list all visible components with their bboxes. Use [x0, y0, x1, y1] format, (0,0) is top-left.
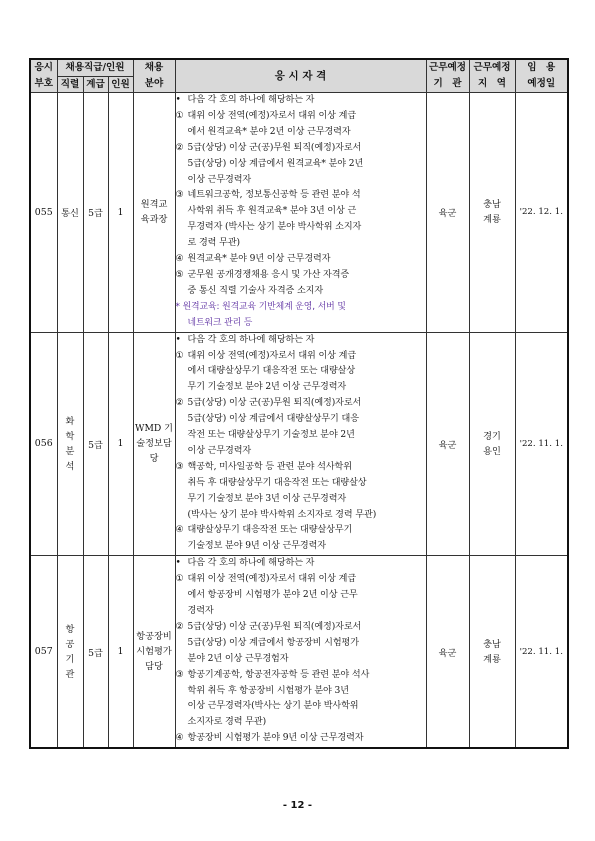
qualification-line: 이상 근무경력자 [187, 174, 252, 185]
qualification-line: ② 5급(상당) 이상 군(공)무원 퇴직(예정)자로서 [175, 621, 362, 632]
qualification-line: (박사는 상기 분야 박사학위 소지자로 경력 무관) [187, 509, 377, 520]
qualification-line: 5급(상당) 이상 계급에서 대량살상무기 대응 [187, 414, 359, 425]
row-date: '22. 11. 1. [515, 332, 568, 556]
row-qualification [175, 93, 426, 333]
row-org: 육군 [426, 93, 469, 333]
qualification-line: ④ 대량살상무기 대응작전 또는 대량살상무기 [175, 525, 353, 536]
qualification-line: 이상 근무경력자(박사는 상기 분야 박사학위 [187, 701, 359, 712]
table-row [30, 93, 568, 333]
row-series: 항공기관 [57, 556, 83, 748]
qualification-line: ① 대위 이상 전역(예정)자로서 대위 이상 계급 [175, 350, 357, 361]
qualification-line: ② 5급(상당) 이상 군(공)무원 퇴직(예정)자로서 [175, 142, 362, 153]
qualification-line: • 다음 각 호의 하나에 해당하는 자 [175, 95, 315, 105]
qualification-line: ① 대위 이상 전역(예정)자로서 대위 이상 계급 [175, 574, 357, 585]
qualification-line: ② 5급(상당) 이상 군(공)무원 퇴직(예정)자로서 [175, 398, 362, 409]
qualification-line: 사학위 취득 후 원격교육* 분야 3년 이상 근 [187, 206, 357, 217]
qualification-line: 이상 근무경력자 [187, 445, 252, 456]
row-count: 1 [108, 556, 133, 748]
header-row-1 [30, 59, 568, 76]
qualification-line: ③ 핵공학, 미사일공학 등 관련 분야 석사학위 [175, 461, 352, 472]
table-row [30, 332, 568, 556]
row-code: 057 [30, 556, 57, 748]
header-org: 근무예정 기 관 [426, 59, 469, 93]
qualification-line: ③ 네트워크공학, 정보통신공학 등 관련 분야 석 [175, 190, 361, 201]
row-region: 충남계룡 [469, 556, 515, 748]
header-field: 채용 분야 [133, 59, 175, 93]
row-region: 충남계룡 [469, 93, 515, 333]
header-region: 근무예정 지 역 [469, 59, 515, 93]
recruitment-table [29, 58, 569, 749]
row-org: 육군 [426, 556, 469, 748]
row-series: 통신 [57, 93, 83, 333]
row-field: 원격교육과장 [133, 93, 175, 333]
qualification-line: 경력자 [187, 606, 214, 616]
qualification-lines [176, 333, 426, 556]
header-code: 응시 부호 [30, 59, 57, 93]
row-count: 1 [108, 332, 133, 556]
row-code: 056 [30, 332, 57, 556]
qualification-line: • 다음 각 호의 하나에 해당하는 자 [175, 558, 315, 569]
header-qualification: 응 시 자 격 [175, 59, 426, 93]
header-job-group: 채용직급/인원 [57, 59, 133, 76]
qualification-line: 로 경력 무관) [187, 238, 240, 249]
qualification-line: 분야 2년 이상 근무경험자 [187, 653, 289, 664]
row-grade: 5급 [83, 93, 108, 333]
row-field: 항공장비시험평가담당 [133, 556, 175, 748]
header-date: 임 용 예정일 [515, 59, 568, 93]
row-org: 육군 [426, 332, 469, 556]
qualification-line: 에서 대량살상무기 대응작전 또는 대량살상 [187, 366, 356, 377]
qualification-line: • 다음 각 호의 하나에 해당하는 자 [175, 334, 315, 345]
row-grade: 5급 [83, 556, 108, 748]
note-line: * 원격교육: 원격교육 기반체계 운영, 서버 및 [175, 301, 346, 312]
table-row [30, 556, 568, 748]
page-number: - 12 - [282, 800, 313, 811]
qualification-lines [176, 93, 426, 300]
row-date: '22. 11. 1. [515, 556, 568, 748]
row-code: 055 [30, 93, 57, 333]
qualification-line: ④ 항공장비 시험평가 분야 9년 이상 근무경력자 [175, 733, 364, 744]
note-line: 네트워크 관리 등 [187, 317, 253, 328]
qualification-line: 무기 기술정보 분야 2년 이상 근무경력자 [187, 382, 347, 393]
qualification-line: 기술정보 분야 9년 이상 근무경력자 [187, 541, 326, 552]
qualification-line: ③ 항공기계공학, 항공전자공학 등 관련 분야 석사 [175, 669, 370, 680]
qualification-line: 중 통신 직렬 기술사 자격증 소지자 [187, 285, 324, 296]
row-series: 화학분석 [57, 332, 83, 556]
qualification-line: 소지자로 경력 무관) [187, 717, 267, 728]
qualification-lines [176, 556, 426, 747]
qualification-line: 작전 또는 대량살상무기 기술정보 분야 2년 [187, 430, 355, 441]
row-qualification [175, 556, 426, 748]
row-field: WMD 기술정보담당 [133, 332, 175, 556]
header-series: 직렬 [57, 76, 83, 93]
qualification-line: 에서 항공장비 시험평가 분야 2년 이상 근무 [187, 590, 358, 601]
row-region: 경기용인 [469, 332, 515, 556]
row-grade: 5급 [83, 332, 108, 556]
header-count: 인원 [108, 76, 133, 93]
qualification-line: 학위 취득 후 항공장비 시험평가 분야 3년 [187, 685, 349, 696]
row-qualification [175, 332, 426, 556]
qualification-line: 5급(상당) 이상 계급에서 항공장비 시험평가 [187, 637, 359, 648]
qualification-line: ① 대위 이상 전역(예정)자로서 대위 이상 계급 [175, 110, 357, 121]
qualification-line: ⑤ 군무원 공개경쟁채용 응시 및 가산 자격증 [175, 269, 350, 280]
qualification-line: 취득 후 대량살상무기 대응작전 또는 대량살상 [187, 477, 367, 488]
qualification-line: 5급(상당) 이상 계급에서 원격교육* 분야 2년 [187, 158, 364, 169]
qualification-line: 무경력자 (박사는 상기 분야 박사학위 소지자 [187, 222, 362, 233]
row-count: 1 [108, 93, 133, 333]
qualification-line: 무기 기술정보 분야 3년 이상 근무경력자 [187, 493, 347, 504]
qualification-line: ④ 원격교육* 분야 9년 이상 근무경력자 [175, 254, 331, 265]
header-grade: 계급 [83, 76, 108, 93]
qualification-line: 에서 원격교육* 분야 2년 이상 근무경력자 [187, 126, 351, 137]
row-date: '22. 12. 1. [515, 93, 568, 333]
